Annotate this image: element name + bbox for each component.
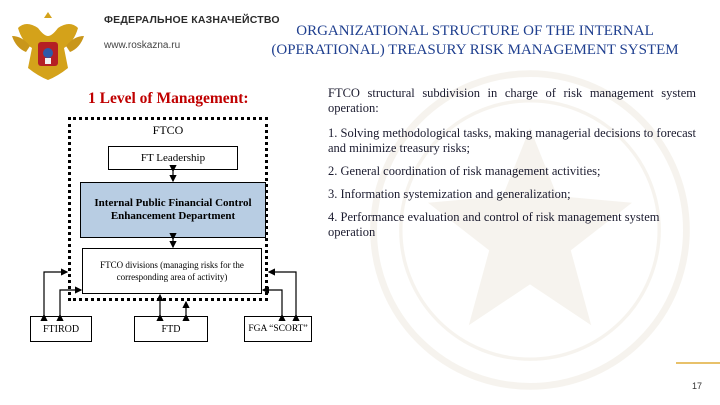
responsibilities-panel — [328, 86, 696, 248]
responsibility-item: 4. Performance evaluation and control of risk management system operation — [328, 210, 660, 239]
slide-title: ORGANIZATIONAL STRUCTURE OF THE INTERNAL (OPERATIONAL) TREASURY RISK MANAGEMENT SYSTEM — [271, 23, 679, 58]
organization-website: www.roskazna.ru — [104, 40, 181, 51]
responsibilities-intro: FTCO structural subdivision in charge of risk management system operation: — [328, 86, 696, 115]
fga-scort-box: FGA “SCORT” — [244, 316, 312, 342]
page-number: 17 — [692, 381, 703, 391]
ftco-label: FTCO — [152, 123, 184, 137]
responsibility-item: 2. General coordination of risk management activities; — [328, 164, 601, 178]
footer-accent-line — [676, 362, 720, 364]
responsibility-item: 3. Information systemization and generalization; — [328, 187, 571, 201]
ftirod-left-arrow — [44, 272, 67, 315]
ftirod-box: FTIROD — [30, 316, 92, 342]
ft-leadership-box: FT Leadership — [108, 146, 238, 170]
level-heading: 1 Level of Management: — [88, 90, 249, 107]
responsibility-item: 1. Solving methodological tasks, making managerial decisions to forecast and minimize treasury risks; — [328, 126, 696, 155]
ftirod-inner-arrow — [60, 290, 81, 315]
organization-name: ФЕДЕРАЛЬНОЕ КАЗНАЧЕЙСТВО — [104, 14, 280, 26]
ftco-divisions-box: FTCO divisions (managing risks for the corresponding area of activity) — [82, 248, 262, 294]
ftd-box: FTD — [134, 316, 208, 342]
fga-inner-arrow — [263, 290, 282, 315]
internal-control-department-box: Internal Public Financial Control Enhancement Department — [80, 182, 266, 238]
